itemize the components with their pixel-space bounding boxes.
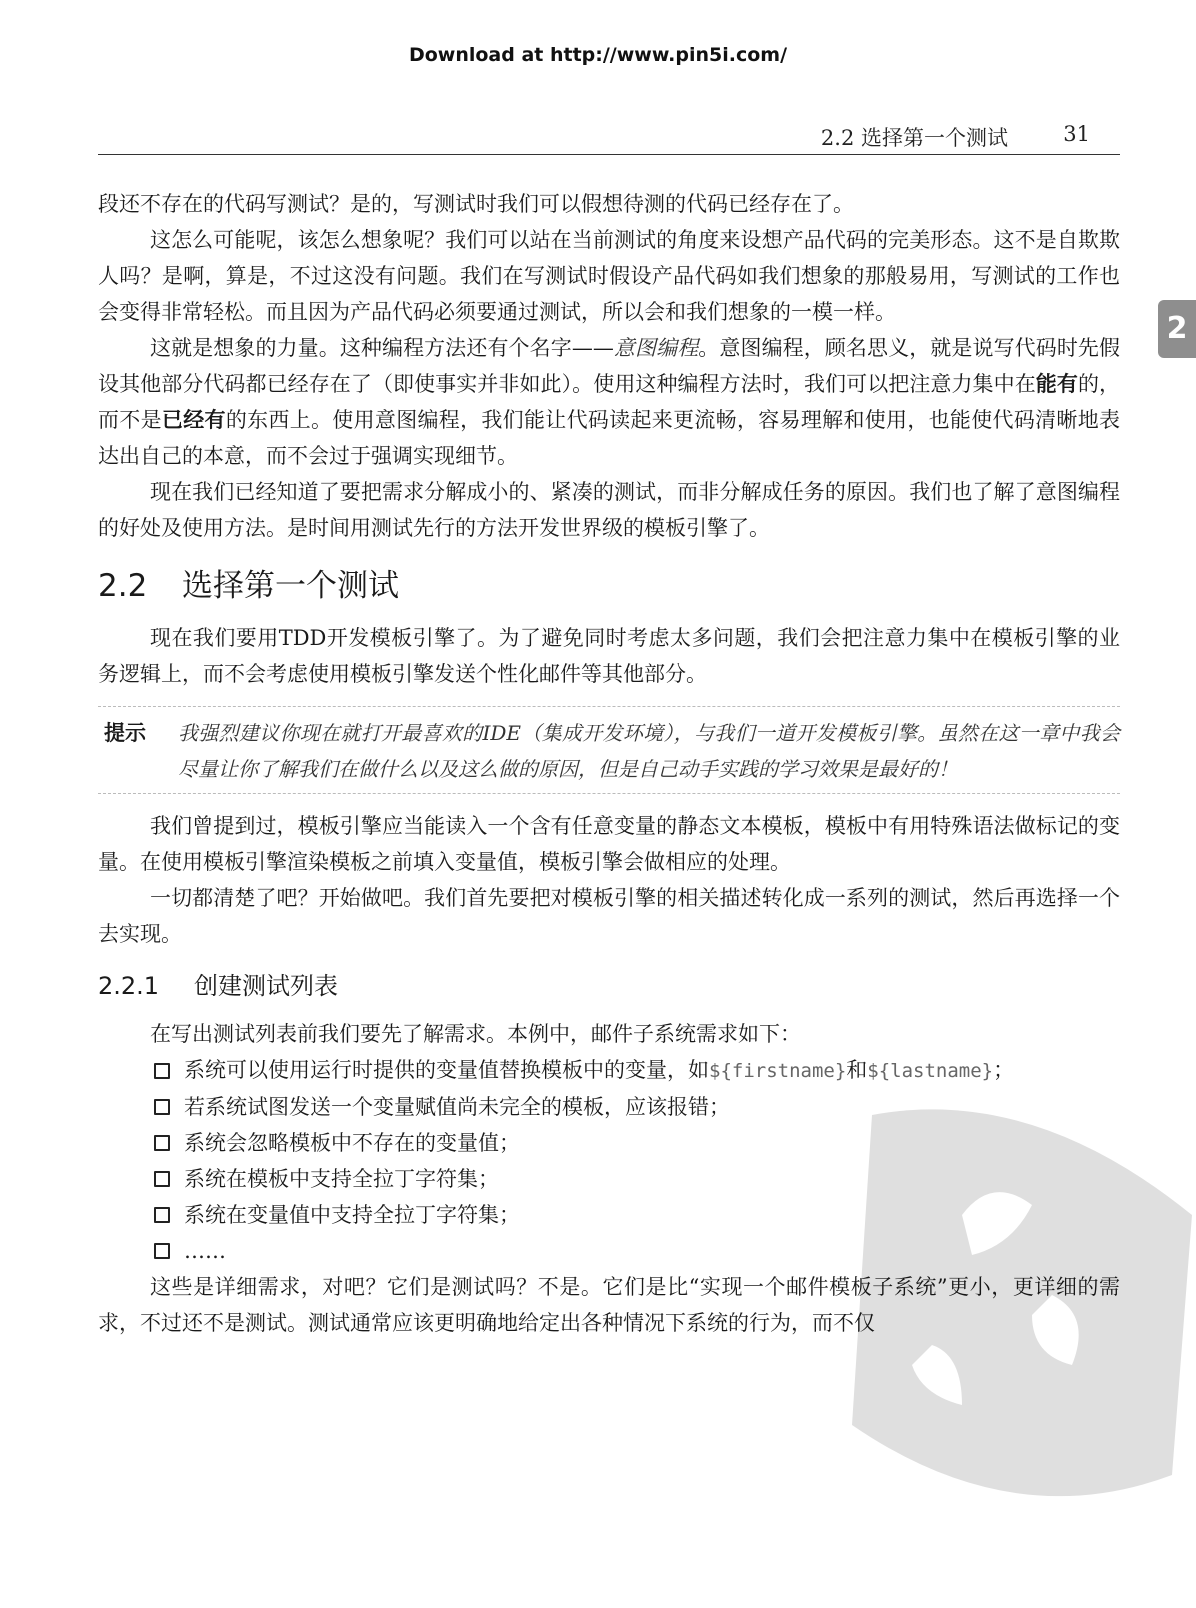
checkbox-icon — [154, 1207, 170, 1223]
checkbox-icon — [154, 1171, 170, 1187]
section-number: 2.2 — [98, 568, 148, 604]
paragraph: 一切都清楚了吧？开始做吧。我们首先要把对模板引擎的相关描述转化成一系列的测试，然后再选择一个去实现。 — [98, 886, 1120, 946]
paragraph: 我们曾提到过，模板引擎应当能读入一个含有任意变量的静态文本模板，模板中有用特殊语法做标记的变量。在使用模板引擎渲染模板之前填入变量值，模板引擎会做相应的处理。 — [98, 814, 1120, 874]
list-item: 系统可以使用运行时提供的变量值替换模板中的变量，如${firstname}和${lastname}； — [154, 1052, 1120, 1089]
list-item: 系统在模板中支持全拉丁字符集； — [154, 1161, 1120, 1197]
chapter-tab: 2 — [1158, 300, 1196, 358]
running-title: 2.2 选择第一个测试 — [820, 126, 1008, 150]
code-lastname: ${lastname} — [867, 1060, 994, 1082]
page-body — [98, 186, 1120, 1341]
list-item: 若系统试图发送一个变量赋值尚未完全的模板，应该报错； — [154, 1089, 1120, 1125]
subsection-number: 2.2.1 — [98, 972, 160, 1000]
subsection-title: 创建测试列表 — [194, 972, 338, 1000]
list-item: …… — [154, 1233, 1120, 1269]
section-title: 选择第一个测试 — [182, 568, 399, 604]
term-intent-programming: 意图编程 — [613, 336, 699, 360]
download-banner: Download at http://www.pin5i.com/ — [408, 44, 788, 66]
paragraph: 现在我们已经知道了要把需求分解成小的、紧凑的测试，而非分解成任务的原因。我们也了解了意图编程的好处及使用方法。是时间用测试先行的方法开发世界级的模板引擎了。 — [98, 480, 1120, 540]
page-number: 31 — [1063, 122, 1090, 146]
paragraph: 现在我们要用TDD开发模板引擎了。为了避免同时考虑太多问题，我们会把注意力集中在模板引擎的业务逻辑上，而不会考虑使用模板引擎发送个性化邮件等其他部分。 — [98, 626, 1120, 686]
subsection-heading — [98, 966, 1120, 1006]
tip-label: 提示 — [104, 721, 146, 745]
section-heading — [98, 564, 1120, 608]
list-item: 系统在变量值中支持全拉丁字符集； — [154, 1197, 1120, 1233]
emphasis-can-have: 能有 — [1035, 371, 1078, 396]
tip-text: 我强烈建议你现在就打开最喜欢的IDE（集成开发环境），与我们一道开发模板引擎。虽然在这一章中我会尽量让你了解我们在做什么以及这么做的原因，但是自己动手实践的学习效果是最好的！ — [178, 721, 1120, 781]
paragraph-intent-programming: 这就是想象的力量。这种编程方法还有个名字——意图编程。意图编程，顾名思义，就是说写代码时先假设其他部分代码都已经存在了（即使事实并非如此）。使用这种编程方法时，我们可以把注意力集中在能有的，而不是已经有的东西上。使用意图编程，我们能让代码读起来更流畅，容易理解和使用，也能使代码清晰地表达出自己的本意，而不会过于强调实现细节。 — [98, 336, 1121, 468]
checkbox-icon — [154, 1063, 170, 1079]
emphasis-already-have: 已经有 — [161, 407, 226, 432]
checkbox-icon — [154, 1135, 170, 1151]
checkbox-icon — [154, 1243, 170, 1259]
paragraph: 段还不存在的代码写测试？是的，写测试时我们可以假想待测的代码已经存在了。 — [98, 192, 854, 216]
paragraph: 这怎么可能呢，该怎么想象呢？我们可以站在当前测试的角度来设想产品代码的完美形态。这不是自欺欺人吗？是啊，算是，不过这没有问题。我们在写测试时假设产品代码如我们想象的那般易用，写测试的工作也会变得非常轻松。而且因为产品代码必须要通过测试，所以会和我们想象的一模一样。 — [98, 228, 1120, 324]
paragraph: 这些是详细需求，对吧？它们是测试吗？不是。它们是比“实现一个邮件模板子系统”更小，更详细的需求，不过还不是测试。测试通常应该更明确地给定出各种情况下系统的行为，而不仅 — [98, 1275, 1120, 1335]
list-item: 系统会忽略模板中不存在的变量值； — [154, 1125, 1120, 1161]
running-head — [98, 120, 1120, 155]
tip-box — [98, 706, 1120, 794]
requirements-list — [98, 1052, 1120, 1269]
checkbox-icon — [154, 1099, 170, 1115]
paragraph: 在写出测试列表前我们要先了解需求。本例中，邮件子系统需求如下： — [150, 1022, 801, 1046]
code-firstname: ${firstname} — [709, 1060, 847, 1082]
